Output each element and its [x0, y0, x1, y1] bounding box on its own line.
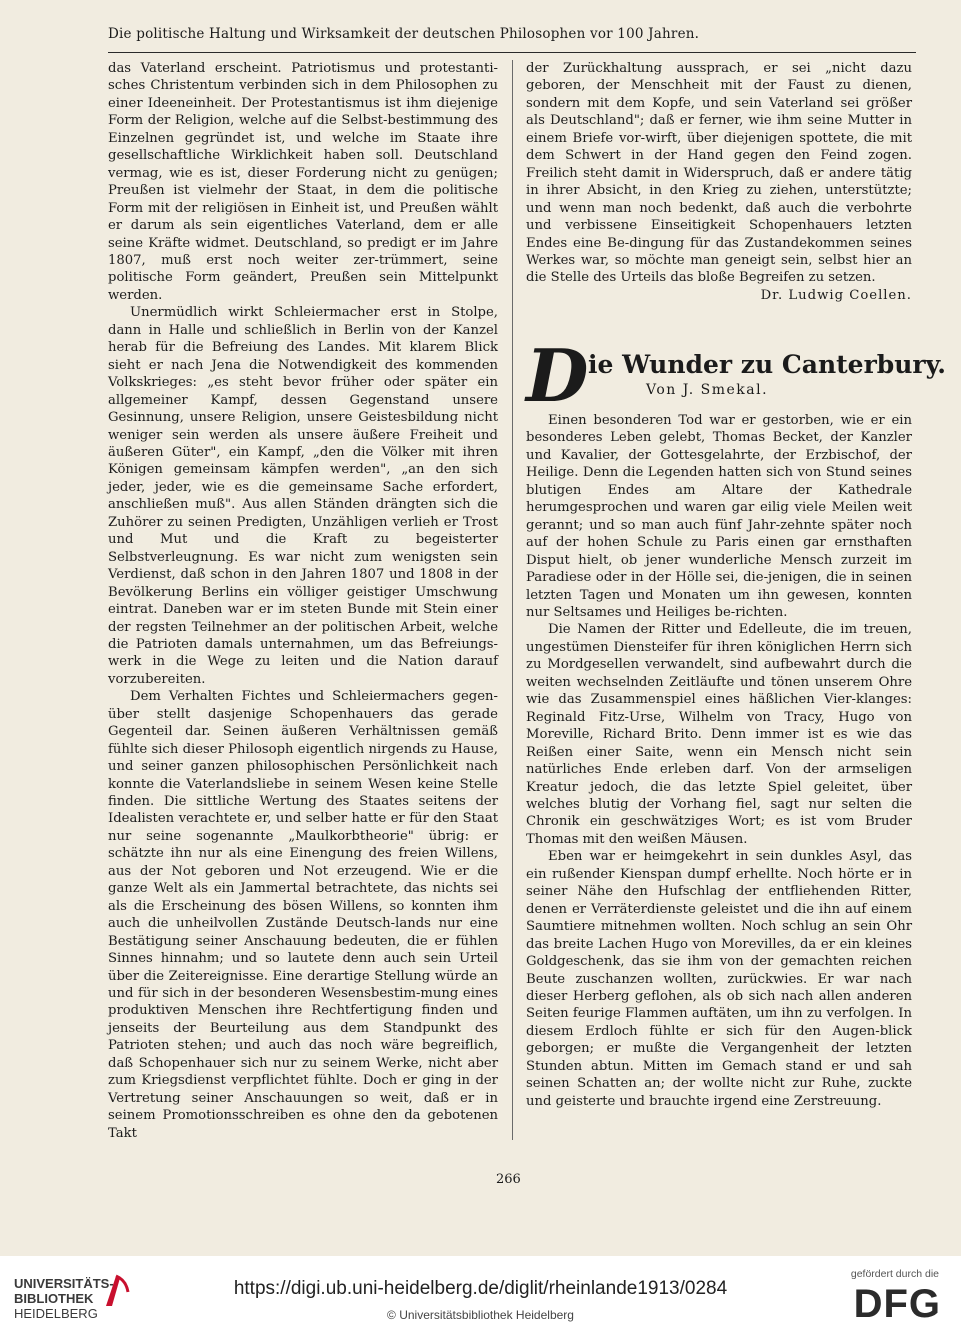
library-name-line: BIBLIOTHEK: [14, 1291, 94, 1306]
article-title: ie Wunder zu Canterbury.: [588, 350, 946, 379]
dfg-logo: DFG: [853, 1282, 941, 1326]
document-url-link[interactable]: https://digi.ub.uni-heidelberg.de/diglit/rheinlande1913/0284: [233, 1278, 728, 1299]
column-divider: [512, 60, 513, 1140]
author-signature: Dr. Ludwig Coellen.: [760, 287, 912, 303]
left-column: [108, 60, 498, 1142]
page-number: 266: [496, 1172, 521, 1187]
header-rule: [108, 52, 916, 53]
paragraph: Eben war er heimgekehrt in sein dunkles Asyl, das ein rußender Kienspan dumpf erhellte. Noch hörte er in seiner Nähe den Hufschlag der entfliehenden Ritter, denen er Verräterdienste geleistet und die ihn auf einem Saumtiere mitnehmen wollten. Noch schlug an sein Ohr das breite Lachen Hugo von Morevilles, da er ein kleines Goldgeschenk, das sie ihm von der gemachten reichen Beute zuschanzen wollten, zurückwies. Er war nach dieser Herberg geflohen, als ob sich nach allen anderen Seiten feurige Flammen auftäten, um ihn zu verfolgen. In diesem Erdloch fühlte er sich für den Augen-blick geborgen; er mußte die Vergangenheit der letzten Stunden abtun. Mitten im Gemach stand er und sah seinen Schatten an; der wollte nicht zur Ruhe, zuckte und geisterte und brauchte irgend eine Zerstreuung.: [526, 849, 912, 1109]
copyright-notice: © Universitätsbibliothek Heidelberg: [387, 1308, 574, 1322]
running-head: Die politische Haltung und Wirksamkeit der deutschen Philosophen vor 100 Jahren.: [108, 26, 700, 42]
paragraph: Dem Verhalten Fichtes und Schleiermachers gegen-über stellt dasjenige Schopenhauers das gerade Gegenteil dar. Seinen äußeren Verhältnissen gemäß fühlte sich dieser Philosoph eigentlich nirgends zu Hause, und seiner ganzen philosophischen Persönlichkeit nach konnte die Vaterlandsliebe in seinem Wesen keine Stelle finden. Die sittliche Wertung des Staates seitens der Idealisten verachtete er, und selber hatte er für den Staat nur seine sogenannte „Maulkorbtheorie" übrig: er schätzte ihn nur als eine Einengung des freien Willens, aus der Not geboren und Not erzeugend. Wie er die ganze Welt als ein Jammertal betrachtete, das nichts sei als die Erscheinung des bösen Willens, so konnten ihm auch die unheilvollen Zustände Deutsch-lands nur eine Bestätigung seiner Anschauung bedeuten, die er fühlen Sinnes hinnahm; und so lautete denn auch sein Urteil über die Zeitereignisse. Eine derartige Stellung würde an und für sich in der besonderen Wesensbestim-mung eines produktiven Menschen ihre Rechtfertigung finden und jenseits der Beurteilung aus dem Standpunkt des Patrioten stehen; und auch das noch wäre begreiflich, daß Schopenhauer sich nur zu seinem Werke, nicht aber zum Kriegsdienst verpflichtet fühlte. Doch er ging in der Vertretung seiner Anschauungen so weit, daß er in seinem Promotionsschreiben es ohne den da gebotenen Takt: [108, 689, 498, 1141]
drop-cap: D: [526, 333, 589, 418]
paragraph: der Zurückhaltung aussprach, er sei „nicht dazu geboren, der Menschheit mit der Faust zu dienen, sondern mit dem Kopfe, und sein Vaterland sei größer als Deutschland"; daß er ferner, wie ihm seine Mutter in einem Briefe vor-wirft, über diejenigen spottete, die mit dem Schwert in der Hand gegen den Feind zogen. Freilich steht damit in Widerspruch, daß er andere tätig in ihrer Absicht, in den Krieg zu ziehen, unterstützte; und wenn man noch bedenkt, daß auch die verbohrte und verbissene Einseitigkeit Schopenhauers letzten Endes eine Be-dingung für das Zustandekommen seines Werkes war, so möchte man geneigt sein, selbst hier an die Stelle des Urteils das bloße Begreifen zu setzen.: [526, 61, 912, 286]
library-name-line: UNIVERSITÄTS-: [14, 1276, 114, 1291]
paragraph: das Vaterland erscheint. Patriotismus und protestanti-sches Christentum verbinden sich in dem Philosophen zu einer Ideeneinheit. Der Protestantismus ist ihm diejenige Form der Religion, welche auf die Selbst-bestimmung des Einzelnen gegründet ist, und welche im Staate ihre gesellschaftliche Wirklichkeit haben soll. Deutschland vermag, wie es ist, dieser Forderung nicht zu genügen; Preußen ist vielmehr der Staat, in dem die politische Form mit der religiösen in Einheit ist, und Preußen wählt er darum als sein eigentliches Vaterland, dem er alle seine Kräfte widmet. Deutschland, so predigt er im Jahre 1807, muß erst noch weiter zer-trümmert, seine politische Form geändert, Preußen sein Mittelpunkt werden.: [108, 61, 498, 303]
article-body: [526, 412, 912, 1110]
paragraph: Die Namen der Ritter und Edelleute, die im treuen, ungestümen Diensteifer für ihren königlichen Herrn sich zu Mordgesellen verwandelt, sind aufbewahrt durch die weiten wechselnden Zeitläufte und tönen unserem Ohre wie das Zusammenspiel eines häßlichen Vier-klanges: Reginald Fitz-Urse, Wilhelm von Tracy, Hugo von Moreville, Richard Brito. Denn immer ist es wie das Reißen einer Saite, wenn ein Mensch nicht sein natürliches Ende erleben darf. Von der armseligen Kreatur jedoch, die das letzte Spiel geleitet, über welches blutig der Vorhang fiel, sagt nur selten die Chronik ein geschwätziges Wort; es ist vom Bruder Thomas mit den weißen Mäusen.: [526, 622, 912, 847]
library-name-line: HEIDELBERG: [14, 1306, 98, 1321]
paragraph: Unermüdlich wirkt Schleiermacher erst in Stolpe, dann in Halle und schließlich in Berlin von der Kanzel herab für die Befreiung des Landes. Mit klarem Blick sieht er nach Jena die Notwendigkeit des kommenden Volkskrieges: „es steht bevor früher oder später ein allgemeiner Kampf, dessen Gegenstand unsere Gesinnung, unsere Religion, unsere Geistesbildung nicht weniger sein werden als unsere äußere Freiheit und äußeren Güter", ein Kampf, „den die Völker mit ihren Königen gemeinsam kämpfen werden", „an den sich jeder, jeder, wie es die gemeinsame Sache erfordert, anschließen muß". Aus allen Ständen drängten sich die Zuhörer zu seinen Predigten, Unzähligen verlieh er Trost und Mut und die Kraft zu begeisterter Selbstverleugnung. Es war nicht zum wenigsten sein Verdienst, daß schon in den Jahren 1807 und 1808 in der Bevölkerung Berlins ein völliger geistiger Umschwung eintrat. Daneben war er im steten Bunde mit Stein einer der regsten Teilnehmer an der politischen Arbeit, welche die Patrioten damals unternahmen, um das Befreiungs-werk in die Wege zu leiten und die Nation darauf vorzubereiten.: [108, 305, 498, 687]
article-byline: Von J. Smekal.: [646, 382, 769, 398]
footer-bar: [0, 1256, 961, 1334]
funding-label: gefördert durch die: [850, 1268, 939, 1280]
article-heading: [526, 333, 946, 418]
paragraph: Einen besonderen Tod war er gestorben, wie er ein besonderes Leben gelebt, Thomas Becket, der Kanzler und Kavalier, der Gottesgelahrte, der Erzbischof, der Heilige. Denn die Legenden hatten sich von Stund seines blutigen Endes am Altare der Kathedrale herumgesprochen und waren gar eilig viele Meilen weit gerannt; und so man auch fünf Jahr-zehnte später noch auf der hohen Schule zu Paris einen gar ernsthaften Disput hielt, ob jener wunderliche Mensch zurzeit im Paradiese oder in der Hölle sei, die-jenigen, die in seinen letzten Tagen und Monaten um ihn gewesen, konnten nur Seltsames und Heiliges be-richten.: [526, 413, 912, 620]
right-column-top: [526, 60, 912, 304]
